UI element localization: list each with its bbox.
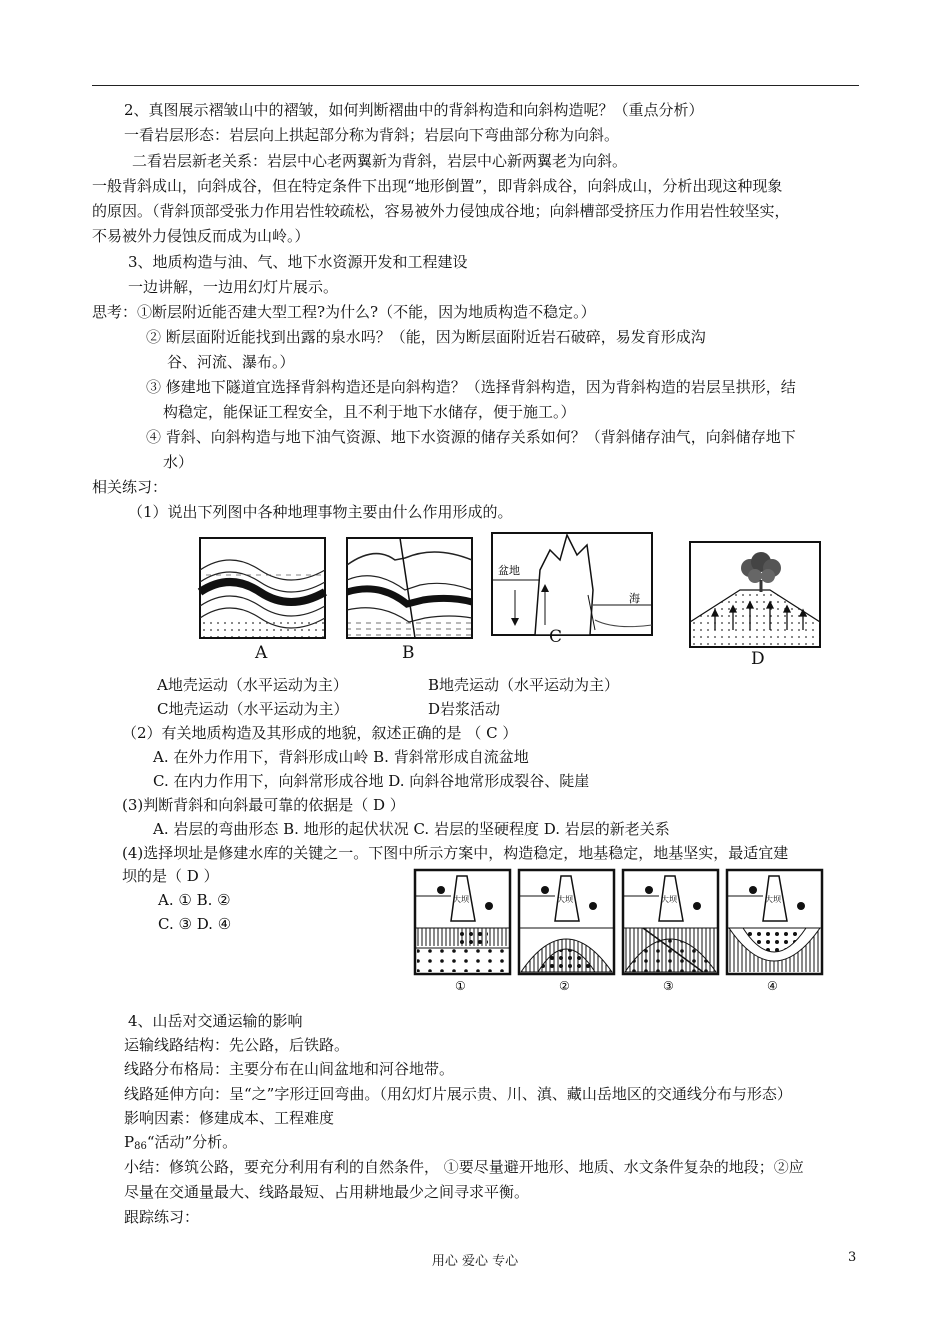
- text-line: ② 断层面附近能找到出露的泉水吗？（能，因为断层面附近岩石破碎，易发育形成沟: [146, 328, 706, 346]
- text-line: (3)判断背斜和向斜最可靠的依据是（ D ）: [122, 796, 405, 814]
- text-line: A. 岩层的弯曲形态 B. 地形的起伏状况 C. 岩层的坚硬程度 D. 岩层的新老关系: [153, 820, 670, 838]
- dam-option-2: [519, 870, 614, 993]
- text-line: 谷、河流、瀑布。）: [167, 353, 295, 371]
- text-line: 构稳定，能保证工程安全，且不利于地下水储存，便于施工。）: [163, 403, 576, 421]
- dam-label-2: 大坝: [557, 895, 573, 904]
- text-line: A地壳运动（水平运动为主）: [157, 676, 348, 694]
- diagram-d-volcano: [690, 542, 820, 647]
- text-line: D岩浆活动: [428, 700, 501, 718]
- basin-label: 盆地: [498, 565, 520, 577]
- option-label-4: ④: [767, 979, 778, 993]
- option-label-3: ③: [663, 979, 674, 993]
- label-a: A: [255, 643, 268, 663]
- text-line: ③ 修建地下隧道宜选择背斜构造还是向斜构造？（选择背斜构造，因为背斜构造的岩层呈拱形，结: [146, 378, 796, 396]
- page-ref-label: P: [124, 1133, 135, 1151]
- text-line: C地壳运动（水平运动为主）: [157, 700, 349, 718]
- label-b: B: [402, 643, 415, 663]
- dam-label-4: 大坝: [765, 895, 781, 904]
- text-line: 4、山岳对交通运输的影响: [128, 1012, 303, 1030]
- label-d: D: [751, 649, 765, 669]
- text-line: 尽量在交通量最大、线路最短、占用耕地最少之间寻求平衡。: [124, 1183, 530, 1201]
- text-line: 线路延伸方向：呈“之”字形迂回弯曲。（用幻灯片展示贵、川、滇、藏山岳地区的交通线分布与形态）: [124, 1085, 792, 1103]
- text-line: C. 在内力作用下，向斜常形成谷地 D. 向斜谷地常形成裂谷、陡崖: [153, 772, 590, 790]
- page-ref-number: 86: [134, 1141, 147, 1152]
- text-line: 不易被外力侵蚀反而成为山岭。）: [92, 227, 310, 245]
- text-line: 一边讲解，一边用幻灯片展示。: [128, 278, 339, 296]
- text-line: 相关练习：: [92, 478, 168, 496]
- text-line: 坝的是（ D ）: [122, 867, 219, 885]
- page-number: 3: [848, 1250, 857, 1265]
- text-line: 的原因。（背斜顶部受张力作用岩性较疏松，容易被外力侵蚀成谷地；向斜槽部受挤压力作用岩性较坚实，: [92, 202, 790, 220]
- header-rule: [92, 85, 859, 86]
- figure-dam-sites: [413, 866, 833, 996]
- text-line: （1）说出下列图中各种地理事物主要由什么作用形成的。: [128, 503, 513, 521]
- text-line: B地壳运动（水平运动为主）: [428, 676, 620, 694]
- diagram-c-fault-block: [492, 533, 652, 635]
- text-line: [124, 1132, 237, 1157]
- diagram-b-fault: [347, 538, 472, 638]
- activity-text: “活动”分析。: [146, 1133, 238, 1151]
- text-line: A. ① B. ②: [158, 891, 231, 909]
- dam-site-diagrams: [413, 866, 833, 996]
- dam-option-1: [415, 870, 510, 993]
- page-footer: 用心 爱心 专心: [431, 1254, 519, 1269]
- diagram-a-fold: [200, 538, 325, 638]
- text-line: （2）有关地质构造及其形成的地貌，叙述正确的是 （ C ）: [122, 724, 518, 742]
- text-line: 3、地质构造与油、气、地下水资源开发和工程建设: [128, 253, 468, 271]
- text-line: 小结：修筑公路，要充分利用有利的自然条件， ①要尽量避开地形、地质、水文条件复杂的地段；②应: [124, 1158, 804, 1176]
- dam-label-3: 大坝: [661, 895, 677, 904]
- dam-label-1: 大坝: [453, 895, 469, 904]
- text-line: 线路分布格局：主要分布在山间盆地和河谷地带。: [124, 1060, 455, 1078]
- text-line: C. ③ D. ④: [158, 915, 232, 933]
- label-c: C: [549, 627, 563, 647]
- text-line: 2、真图展示褶皱山中的褶皱，如何判断褶曲中的背斜构造和向斜构造呢？（重点分析）: [124, 101, 704, 119]
- text-line: 二看岩层新老关系：岩层中心老两翼新为背斜，岩层中心新两翼老为向斜。: [132, 152, 628, 170]
- text-line: 水）: [163, 453, 194, 471]
- text-line: 一看岩层形态：岩层向上拱起部分称为背斜；岩层向下弯曲部分称为向斜。: [124, 126, 620, 144]
- option-label-1: ①: [455, 979, 466, 993]
- text-line: 思考：①断层附近能否建大型工程?为什么?（不能，因为地质构造不稳定。）: [92, 303, 596, 321]
- figure-landforms: [195, 530, 855, 670]
- option-label-2: ②: [559, 979, 570, 993]
- text-line: ④ 背斜、向斜构造与地下油气资源、地下水资源的储存关系如何？（背斜储存油气，向斜储存地下: [146, 428, 796, 446]
- text-line: 影响因素：修建成本、工程难度: [124, 1109, 335, 1127]
- text-line: A. 在外力作用下，背斜形成山岭 B. 背斜常形成自流盆地: [153, 748, 529, 766]
- text-line: 一般背斜成山，向斜成谷，但在特定条件下出现“地形倒置”，即背斜成谷，向斜成山，分析出现这种现象: [92, 177, 783, 195]
- dam-option-3: [623, 870, 718, 993]
- text-line: 跟踪练习：: [124, 1208, 200, 1226]
- dam-option-4: [727, 870, 822, 993]
- text-line: 运输线路结构：先公路，后铁路。: [124, 1036, 350, 1054]
- sea-label: 海: [629, 593, 640, 605]
- text-line: (4)选择坝址是修建水库的关键之一。下图中所示方案中，构造稳定，地基稳定，地基坚实，最适宜建: [122, 844, 789, 862]
